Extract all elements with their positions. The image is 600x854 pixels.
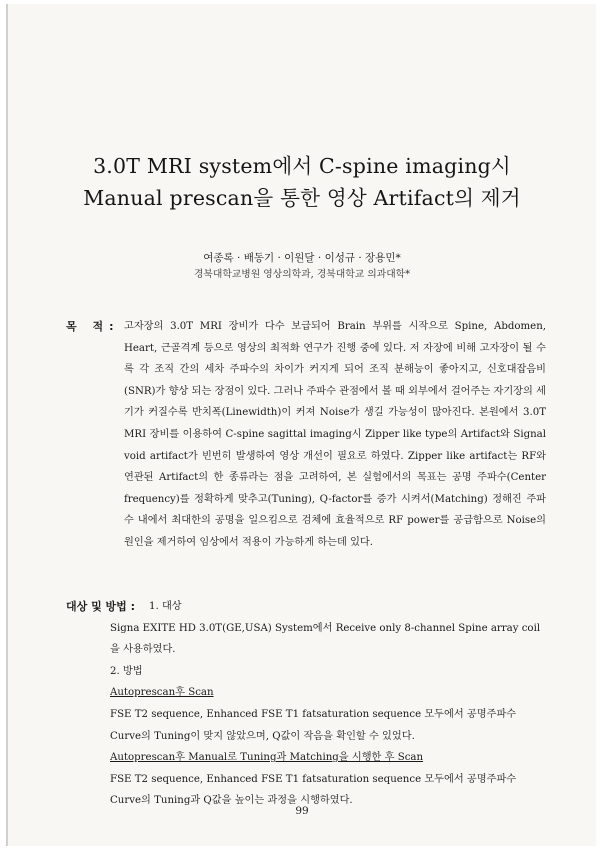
paper-page [6,4,596,846]
method-sub1-title: Autoprescan후 Scan [110,687,214,699]
method-sub2-text: FSE T2 sequence, Enhanced FSE T1 fatsaturation sequence 모두에서 공명주파수 Curve의 Tuning과 Q값을 높이는 과정을 시행하였다. [110,773,517,807]
author-list: 여종록 · 배동기 · 이원달 · 이성규 · 장용민* [203,252,401,264]
method-item2-label: 2. 방법 [110,665,143,677]
methods-colon: : [130,600,136,613]
paper-title [8,150,596,214]
purpose-heading-text: 목 적 [66,320,110,333]
method-item1-text: Signa EXITE HD 3.0T(GE,USA) System에서 Receive only 8-channel Spine array coil을 사용하였다. [110,622,541,656]
method-sub2-title: Autoprescan후 Manual로 Tuning과 Matching을 시행한 후 Scan [110,752,424,764]
title-line-1: 3.0T MRI system에서 C-spine imaging시 [93,154,511,178]
methods-section [66,596,546,812]
affiliation: 경북대학교병원 영상의학과, 경북대학교 의과대학* [193,269,411,280]
methods-heading-text: 대상 및 방법 [66,600,127,613]
purpose-heading [66,316,124,554]
page-number: 99 [295,805,309,817]
title-line-2: Manual prescan을 통한 영상 Artifact의 제거 [83,186,521,210]
purpose-section [66,316,546,554]
purpose-colon: : [109,320,120,333]
purpose-text: 고자장의 3.0T MRI 장비가 다수 보급되어 Brain 부위를 시작으로 Spine, Abdomen, Heart, 근골격계 등으로 영상의 최적화 연구가 진행 중에 있다. 저 자장에 비해 고자장이 될 수록 각 조직 간의 세차 주파수의 차이가 커지게 되어 조직 분해능이 좋아지고, 신호대잡음비(SNR)가 향상 되는 장점이 있다. 그러나 주파수 관점에서 볼 때 외부에서 걸어주는 자기장의 세기가 커질수록 반치폭(Linewidth)이 커져 Noise가 생길 가능성이 많아진다. 본원에서 3.0T MRI 장비를 이용하여 C-spine sagittal imaging시 Zipper like type의 Artifact와 Signal void artifact가 빈번히 발생하여 영상 개선이 필요로 하였다. Zipper like artifact는 RF와 연관된 Artifact의 한 종류라는 점을 고려하여, 본 실험에서의 목표는 공명 주파수(Center frequency)를 정확하게 맞추고(Tuning), Q-factor를 증가 시켜서(Matching) 정해진 주파수 내에서 최대한의 공명을 일으킴으로 검체에 효율적으로 RF power를 공급함으로 Noise의 원인을 제거하여 임상에서 적용이 가능하게 하는데 있다. [124,321,546,548]
methods-heading [66,596,149,618]
method-sub1-text: FSE T2 sequence, Enhanced FSE T1 fatsaturation sequence 모두에서 공명주파수 Curve의 Tuning이 맞지 않았으며, Q값이 작음을 확인할 수 있었다. [110,708,517,742]
author-block [8,250,596,283]
method-item1-label: 1. 대상 [149,601,182,612]
